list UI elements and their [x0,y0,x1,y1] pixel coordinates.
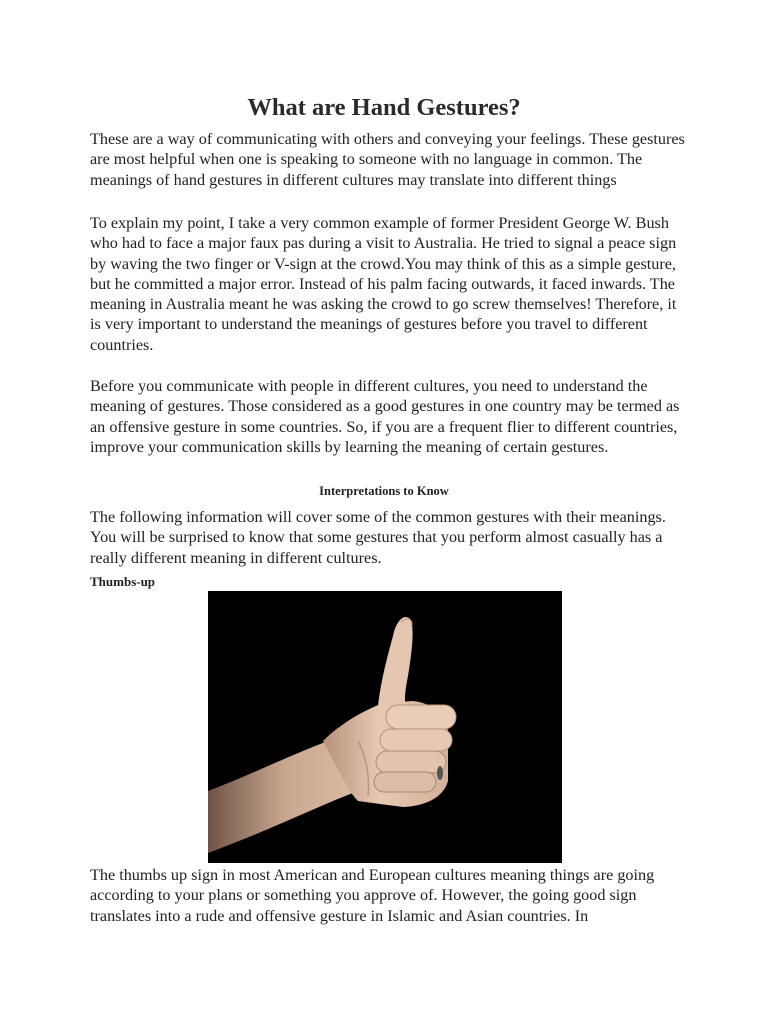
bush-example-paragraph: To explain my point, I take a very common example of former President George W. Bush who had to face a major faux pas during a visit to Australia. He tried to signal a peace sign by waving the two finger or V-sign at the crowd.You may think of this as a simple gesture, but he committed a major error. Instead of his palm facing outwards, it faced inwards. The meaning in Australia meant he was asking the crowd to go screw themselves! Therefore, it is very important to understand the meanings of gestures before you travel to different countries. [90,214,677,354]
thumbs-up-hand-icon [208,591,562,863]
intro-paragraph: These are a way of communicating with others and conveying your feelings. These gestures are most helpful when one is speaking to someone with no language in common. The meanings of hand gestures in different cultures may translate into different things [90,130,685,189]
page-title: What are Hand Gestures? [247,94,521,121]
cultures-paragraph: Before you communicate with people in different cultures, you need to understand the meaning of gestures. Those considered as a good gestures in one country may be termed as an offensive gesture in some countries. So, if you are a frequent flier to different countries, improve your communication skills by learning the meaning of certain gestures. [90,377,680,456]
gestures-intro-paragraph: The following information will cover some of the common gestures with their meanings. You will be surprised to know that some gestures that you perform almost casually has a really different meaning in different cultures. [90,508,666,567]
gesture-label-thumbs-up: Thumbs-up [90,574,156,589]
thumbs-up-meaning-paragraph: The thumbs up sign in most American and European cultures meaning things are going according to your plans or something you approve of. However, the going good sign translates into a rude and offensive gesture in Islamic and Asian countries. In [90,866,655,925]
section-heading: Interpretations to Know [319,484,449,498]
thumbs-up-photo [208,591,562,863]
